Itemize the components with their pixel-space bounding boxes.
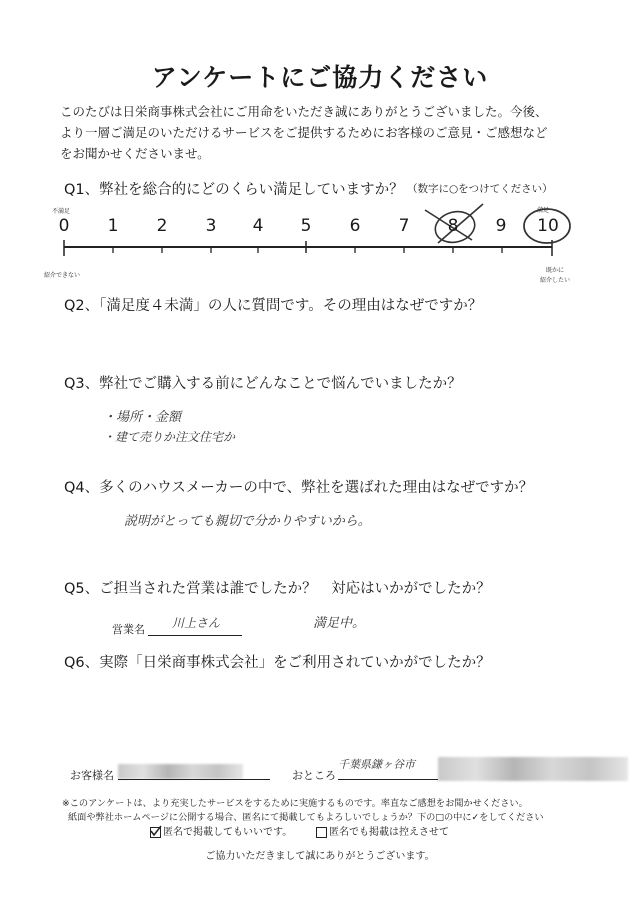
intro-line: をお聞かせくださいませ。 [60,146,210,161]
scale-number: 1 [107,216,119,236]
intro-line: より一層ご満足のいただけるサービスをご提供するためにお客様のご意見・ご感想など [60,125,548,140]
scale-right-bottom-label: 紹介したい [540,277,571,284]
intro-line: このたびは日栄商事株式会社にご用命をいただき誠にありがとうございました。今後、 [60,104,548,119]
scale-right-bottom-label: 既かに [546,267,565,274]
scale-number: 2 [156,216,168,236]
redacted-address [438,757,628,781]
satisfaction-scale [0,0,640,300]
thanks-message: ご協力いただきまして誠にありがとうございます。 [205,851,435,862]
scale-number: 4 [252,216,264,236]
customer-name-label: お客様名 [70,769,114,782]
scale-number: 8 [447,216,459,236]
checkbox-allow[interactable] [150,827,161,838]
scale-number: 9 [495,216,507,236]
q5-question: Q5、ご担当された営業は誰でしたか？ 対応はいかがでしたか？ [64,581,491,597]
footer-note: 紙面や弊社ホームページに公開する場合、匿名にて掲載してもよろしいでしょうか？下の□の中に✓をしてください [68,812,544,823]
sales-name-value: 川上さん [172,616,221,630]
scale-number: 7 [398,216,410,236]
page-title: アンケートにご協力ください [151,63,489,92]
sales-name-underline [148,635,242,636]
q1-hint: （数字に○をつけてください） [407,183,553,195]
option-deny [316,823,449,838]
scale-number: 10 [537,216,559,236]
option-deny-label: 匿名でも掲載は控えさせて [329,827,449,838]
scale-left-top-label: 不満足 [52,208,71,215]
footer-note: ※このアンケートは、より充実したサービスをするために実施するものです。率直なご感想をお聞かせください。 [62,798,528,809]
option-allow-label: 匿名で掲載してもいいです。 [163,827,293,838]
q5-response: 満足中。 [313,616,366,631]
scale-number: 5 [300,216,312,236]
scale-number: 0 [58,216,70,236]
q3-answer: ・建て売りか注文住宅か [103,430,236,444]
address-value: 千葉県鎌ヶ谷市 [338,758,415,771]
scale-right-top-label: 満足 [537,207,550,214]
q2-question: Q2、「満足度４未満」の人に質問です。その理由はなぜですか？ [64,298,483,314]
customer-name-underline [118,779,270,780]
checkmark-icon [150,825,162,837]
q1-question: Q1、弊社を総合的にどのくらい満足していますか？ [64,182,404,198]
q4-answer: 説明がとっても親切で分かりやすいから。 [124,514,371,529]
address-underline [338,779,438,780]
sales-name-label: 営業名 [112,623,145,636]
q6-question: Q6、実際「日栄商事株式会社」をご利用されていかがでしたか？ [64,655,491,671]
checkbox-deny[interactable] [316,827,327,838]
scale-number: 3 [205,216,217,236]
redacted-name [118,764,243,779]
q3-answer: ・場所・金額 [103,410,182,425]
scale-left-bottom-label: 紹介できない [44,272,81,279]
q3-question: Q3、弊社でご購入する前にどんなことで悩んでいましたか？ [64,376,462,392]
address-label: おところ [292,769,336,782]
option-allow [150,823,292,838]
q4-question: Q4、多くのハウスメーカーの中で、弊社を選ばれた理由はなぜですか？ [64,480,534,496]
scale-number: 6 [349,216,361,236]
